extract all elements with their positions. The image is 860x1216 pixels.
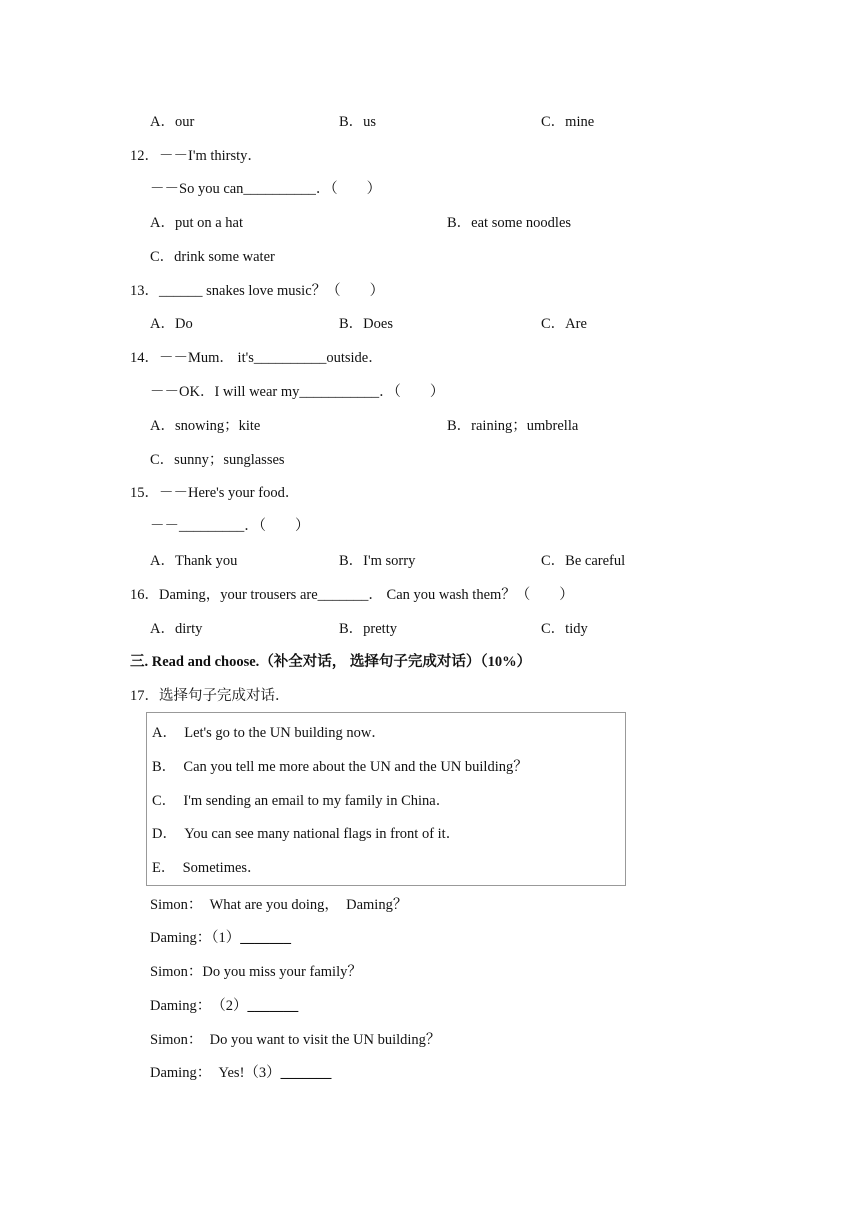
dialogue-line-6 bbox=[150, 1064, 331, 1082]
answer-blank-1[interactable]: _______ bbox=[240, 930, 291, 946]
q16-prompt: 16．Daming，your trousers are_______． Can you wash them？（ ） bbox=[130, 587, 574, 603]
q14-answer-line: －－OK．I will wear my___________．（ ） bbox=[150, 384, 445, 400]
q17-prompt: 17．选择句子完成对话． bbox=[130, 688, 290, 704]
q16-option-b: B．pretty bbox=[339, 621, 397, 637]
q13-option-c: C．Are bbox=[541, 316, 587, 332]
dialogue-line-3: Simon：Do you miss your family？ bbox=[150, 964, 362, 980]
choice-e: E． Sometimes． bbox=[152, 860, 262, 876]
q12-prompt: 12．－－I'm thirsty． bbox=[130, 148, 262, 164]
dialogue-speaker-text: Daming： （2） bbox=[150, 998, 248, 1014]
q15-option-a: A．Thank you bbox=[150, 553, 238, 569]
dialogue-speaker-text: Daming：（1） bbox=[150, 930, 241, 946]
q11-option-b: B．us bbox=[339, 114, 377, 130]
answer-blank-3[interactable]: _______ bbox=[280, 1065, 332, 1081]
q15-option-c: C．Be careful bbox=[541, 553, 626, 569]
q16-option-c: C．tidy bbox=[541, 621, 588, 637]
q12-option-c: C．drink some water bbox=[150, 249, 275, 265]
q12-option-a: A．put on a hat bbox=[150, 215, 244, 231]
q13-option-b: B．Does bbox=[339, 316, 393, 332]
choice-d: D． You can see many national flags in front of it． bbox=[152, 826, 461, 842]
q14-prompt: 14．－－Mum． it's__________outside． bbox=[130, 350, 383, 366]
choice-c: C． I'm sending an email to my family in China． bbox=[152, 793, 451, 809]
dialogue-line-5: Simon： Do you want to visit the UN building？ bbox=[150, 1032, 441, 1048]
dialogue-line-1: Simon： What are you doing， Daming？ bbox=[150, 897, 408, 913]
q15-answer-line: －－_________．（ ） bbox=[150, 518, 310, 534]
q15-prompt: 15．－－Here's your food． bbox=[130, 485, 300, 501]
section-heading-title: 三. Read and choose. bbox=[130, 654, 260, 670]
section-heading bbox=[130, 653, 531, 671]
q16-option-a: A．dirty bbox=[150, 621, 203, 637]
answer-blank-2[interactable]: _______ bbox=[247, 998, 299, 1014]
q11-option-c: C．mine bbox=[541, 114, 595, 130]
q13-prompt: 13．______ snakes love music？（ ） bbox=[130, 283, 385, 299]
dialogue-line-2 bbox=[150, 929, 291, 947]
choice-a: A． Let's go to the UN building now． bbox=[152, 725, 386, 741]
q15-option-b: B．I'm sorry bbox=[339, 553, 416, 569]
q12-option-b: B．eat some noodles bbox=[447, 215, 572, 231]
dialogue-line-4 bbox=[150, 997, 298, 1015]
q14-option-a: A．snowing；kite bbox=[150, 418, 261, 434]
q14-option-c: C．sunny；sunglasses bbox=[150, 452, 285, 468]
q14-option-b: B．raining；umbrella bbox=[447, 418, 579, 434]
q12-answer-line: －－So you can__________．（ ） bbox=[150, 181, 382, 197]
dialogue-speaker-text: Daming： Yes!（3） bbox=[150, 1065, 281, 1081]
q13-option-a: A．Do bbox=[150, 316, 193, 332]
choice-b: B． Can you tell me more about the UN and the UN building？ bbox=[152, 759, 528, 775]
q11-option-a: A．our bbox=[150, 114, 195, 130]
section-heading-note: （补全对话， 选择句子完成对话）（10%） bbox=[259, 654, 532, 670]
